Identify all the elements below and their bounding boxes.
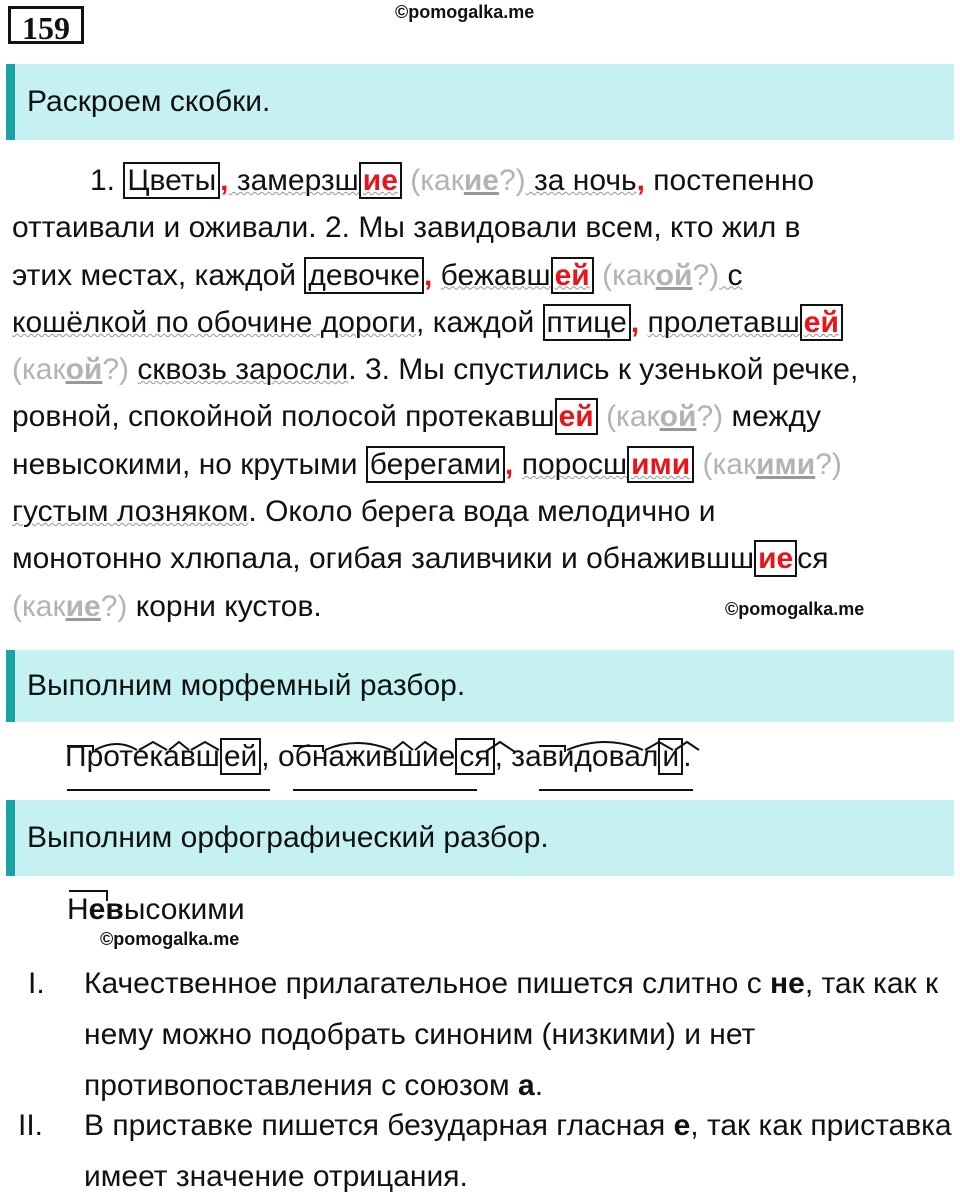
participle: замерзш ие	[229, 162, 402, 199]
root-arc	[95, 744, 137, 750]
line-1: 1. Цветы , замерзш ие (какие?) за ночь, постепенно	[90, 164, 815, 197]
line-3: этих местах, каждой девочке , бежавш ей (какой?) с	[12, 258, 743, 292]
root-arc	[325, 743, 391, 750]
rule-item-2: II. В приставке пишется безударная гласная е, так как приставка имеет значение отрицания.	[18, 1109, 952, 1193]
section-title-text: Раскроем скобки.	[27, 85, 271, 118]
section-title-orthography: Выполним орфографический разбор.	[6, 800, 954, 876]
prefix-mark	[539, 746, 565, 752]
root-arc	[567, 742, 643, 750]
section-title-brackets	[6, 64, 954, 140]
line-5: (какой?) сквозь заросли. 3. Мы спустились к узенькой речке,	[12, 353, 859, 387]
rule-item-1: I. Качественное прилагательное пишется слитно с не, так как к нему можно подобрать синоним (низкими) и нет противопоставления с союзом а.	[28, 967, 939, 1102]
task-number: 159	[8, 6, 84, 44]
watermark-middle: ©pomogalka.me	[725, 599, 865, 619]
line-7: невысокими, но крутыми берегами , поросш ими (какими?)	[12, 447, 842, 481]
suffix-marks	[645, 742, 699, 750]
prefix-mark	[293, 746, 323, 752]
morpheme-marks	[65, 740, 765, 800]
line-2: оттаивали и оживали. 2. Мы завидовали всем, кто жил в	[12, 211, 801, 245]
line-9: монотонно хлюпала, огибая заливчики и обнажившш ие ся	[12, 542, 829, 576]
word-obnazhivshiesya: обнажившие ся	[278, 740, 495, 774]
morpheme-analysis: Протекавш ей , обнажившие ся , завидовал и .	[65, 740, 692, 774]
noun-box: Цветы	[123, 162, 220, 199]
line-6: ровной, спокойной полосой протекавш ей (какой?) между	[12, 400, 822, 434]
suffix-marks	[393, 742, 515, 752]
word-zavidovali: завидовал и	[511, 740, 683, 774]
suffix-marks	[139, 742, 219, 750]
watermark-bottom: ©pomogalka.me	[100, 929, 240, 949]
line-4: кошёлкой по обочине дороги, каждой птице , пролетавш ей	[12, 299, 947, 346]
line-8: густым лозняком. Около берега вода мелодично и	[12, 495, 716, 529]
prefix-mark	[67, 746, 93, 752]
word-protekavshei: Протекавш ей	[65, 740, 261, 774]
line-10: (какие?) корни кустов.	[12, 589, 322, 623]
section-title-morphemes: Выполним морфемный разбор.	[6, 650, 954, 722]
prefix-mark	[67, 889, 127, 903]
orthography-word: Невысокими	[67, 893, 245, 927]
watermark-top: ©pomogalka.me	[395, 2, 535, 22]
ending-box: ие	[359, 162, 402, 199]
exercise-text	[12, 157, 947, 630]
